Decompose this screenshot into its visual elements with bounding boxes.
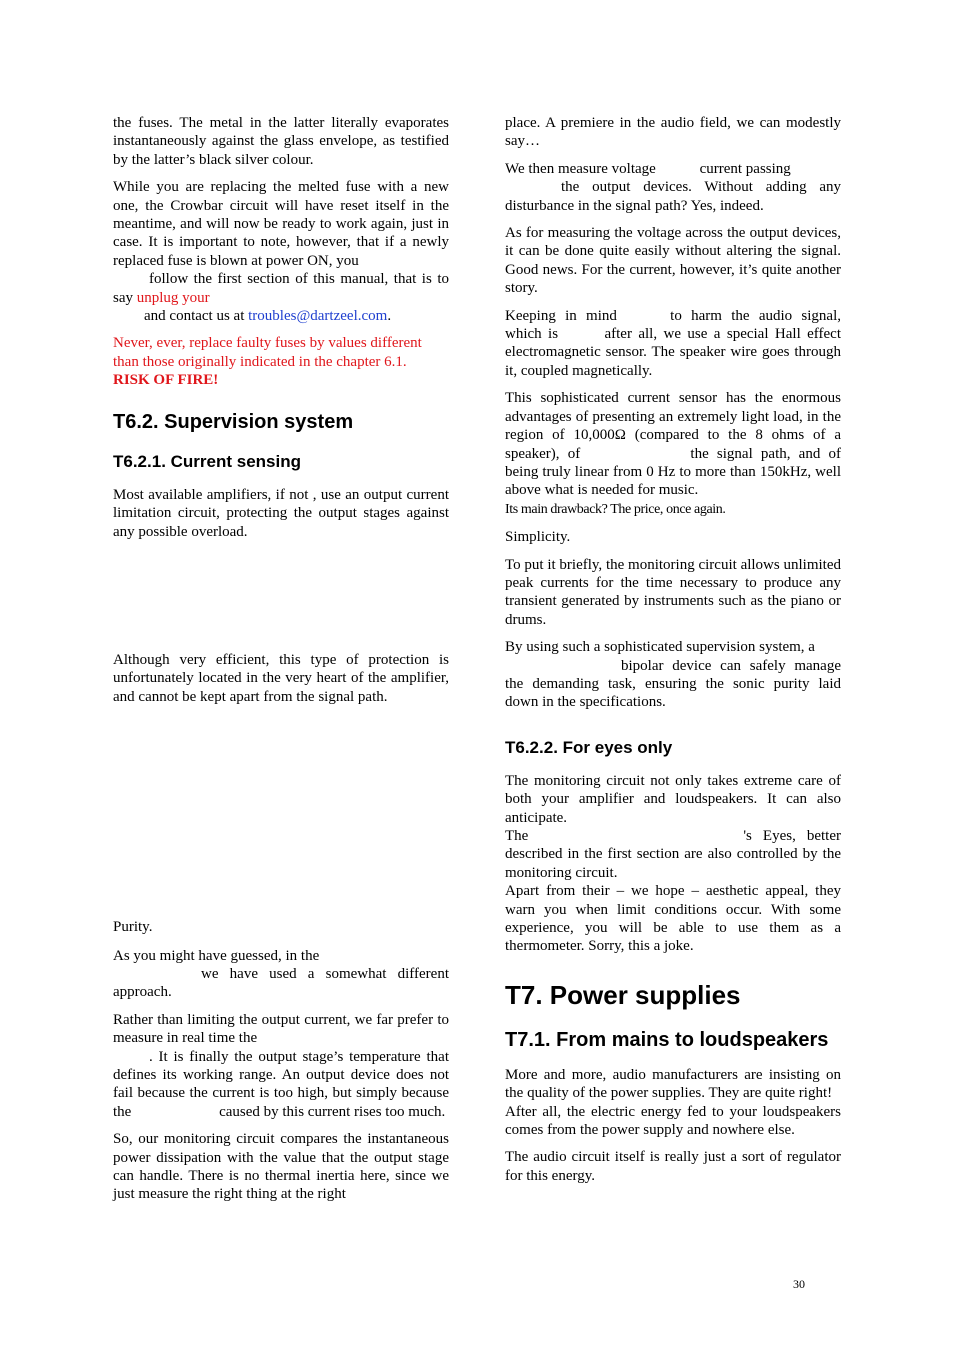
text: While you are replacing the melted fuse with a new one, the Crowbar circuit will have reset itself in the meantime, and will now be ready to work again, just in case. It is important to note, however, that if a newly replaced fuse is blown at power ON, you — [113, 179, 449, 269]
paragraph — [505, 307, 841, 381]
text: This sophisticated current sensor has the enormous advantages of presenting an extremely light load, in the region of 10,000Ω (compared to the 8 ohms of a speaker), of — [505, 390, 841, 462]
text: Keeping in mind — [505, 307, 617, 324]
text: Apart from their – we hope – aesthetic appeal, they warn you when limit conditions occur. With some experience, you will be able to use them as a thermometer. Sorry, this a joke. — [505, 883, 841, 955]
subsection-heading: T6.2.1. Current sensing — [113, 451, 301, 471]
text: and contact us at — [144, 308, 245, 325]
section-heading: T7.1. From mains to loudspeakers — [505, 1028, 829, 1051]
text: Rather than limiting the output current, we far prefer to measure in real time the — [113, 1011, 449, 1047]
paragraph: As for measuring the voltage across the output devices, it can be done quite easily without altering the signal. Good news. For the current, however, it’s quite another story. — [505, 225, 841, 297]
paragraph — [505, 389, 841, 519]
text: 's Eyes, better described in the first section are also controlled by the monitoring circuit. — [505, 828, 842, 881]
right-column — [505, 114, 841, 1185]
text: bipolar device can safely manage the demanding task, ensuring the sonic purity laid down in the specifications. — [505, 657, 841, 711]
text: the output devices. Without adding any disturbance in the signal path? Yes, indeed. — [505, 179, 841, 214]
text: . It is finally the output stage’s temperature that defines its working range. An output device does not fail because the current is too high, but simply because the — [113, 1048, 449, 1120]
paragraph: place. A premiere in the audio field, we can modestly say… — [505, 115, 841, 150]
paragraph — [113, 947, 449, 1002]
text: to harm the audio signal, which is — [505, 307, 842, 343]
text: . — [387, 308, 392, 325]
chapter-heading: T7. Power supplies — [505, 979, 741, 1010]
text: we have used a somewhat different approach. — [113, 965, 449, 1001]
paragraph — [113, 1011, 449, 1121]
warning-text: unplug your — [136, 289, 210, 306]
text: We then measure voltage — [505, 160, 656, 177]
text: after all, we use a special Hall effect electromagnetic sensor. The speaker wire goes through it, coupled magnetically. — [505, 326, 841, 379]
warning-text: Never, ever, replace faulty fuses by values different than those originally indicated in the chapter 6.1. — [113, 335, 422, 370]
paragraph: Most available amplifiers, if not , use an output current limitation circuit, protecting the output stages against any possible overload. — [113, 486, 449, 540]
text: The — [505, 828, 529, 844]
paragraph: So, our monitoring circuit compares the instantaneous power dissipation with the value that the output stage can handle. There is no thermal inertia here, since we just measure the right thing at the right — [113, 1131, 449, 1203]
paragraph: Simplicity. — [505, 529, 571, 546]
paragraph: To put it briefly, the monitoring circuit allows unlimited peak currents for the time necessary to produce any transient generated by instruments such as the piano or drums. — [505, 556, 841, 628]
paragraph: The audio circuit itself is really just a sort of regulator for this energy. — [505, 1149, 841, 1184]
text: current passing — [699, 160, 791, 177]
text: As you might have guessed, in the — [113, 947, 320, 964]
subsection-heading: T6.2.2. For eyes only — [505, 737, 673, 757]
paragraph: Although very efficient, this type of protection is unfortunately located in the very heart of the amplifier, and cannot be kept apart from the signal path. — [113, 651, 449, 705]
section-heading: T6.2. Supervision system — [113, 410, 354, 433]
email-link[interactable]: troubles@dartzeel.com — [248, 308, 388, 325]
risk-of-fire-text: RISK OF FIRE! — [113, 372, 219, 389]
text: By using such a sophisticated supervision system, a — [505, 639, 815, 656]
text: After all, the electric energy fed to your loudspeakers comes from the power supply and nowhere else. — [505, 1103, 841, 1139]
paragraph — [505, 772, 841, 956]
text: the signal path, and of being truly linear from 0 Hz to more than 150kHz, well above what is needed for music. — [505, 445, 842, 499]
paragraph — [505, 638, 841, 712]
paragraph — [113, 178, 449, 325]
text: caused by this current rises too much. — [219, 1103, 446, 1120]
left-column — [113, 114, 449, 1204]
text: follow the first section of this manual, that is to say — [113, 271, 449, 306]
paragraph: Purity. — [113, 919, 153, 936]
paragraph: the fuses. The metal in the latter literally evaporates instantaneously against the glass envelope, as testified by the latter’s black silver colour. — [113, 115, 449, 168]
paragraph — [505, 160, 841, 215]
warning-paragraph — [113, 334, 449, 389]
text: More and more, audio manufacturers are insisting on the quality of the power supplies. They are quite right! — [505, 1066, 841, 1102]
page-number: 30 — [793, 1277, 805, 1291]
text: The monitoring circuit not only takes extreme care of both your amplifier and loudspeakers. It can also anticipate. — [505, 772, 841, 826]
text: Its main drawback? The price, once again. — [505, 501, 726, 517]
paragraph — [505, 1066, 841, 1140]
